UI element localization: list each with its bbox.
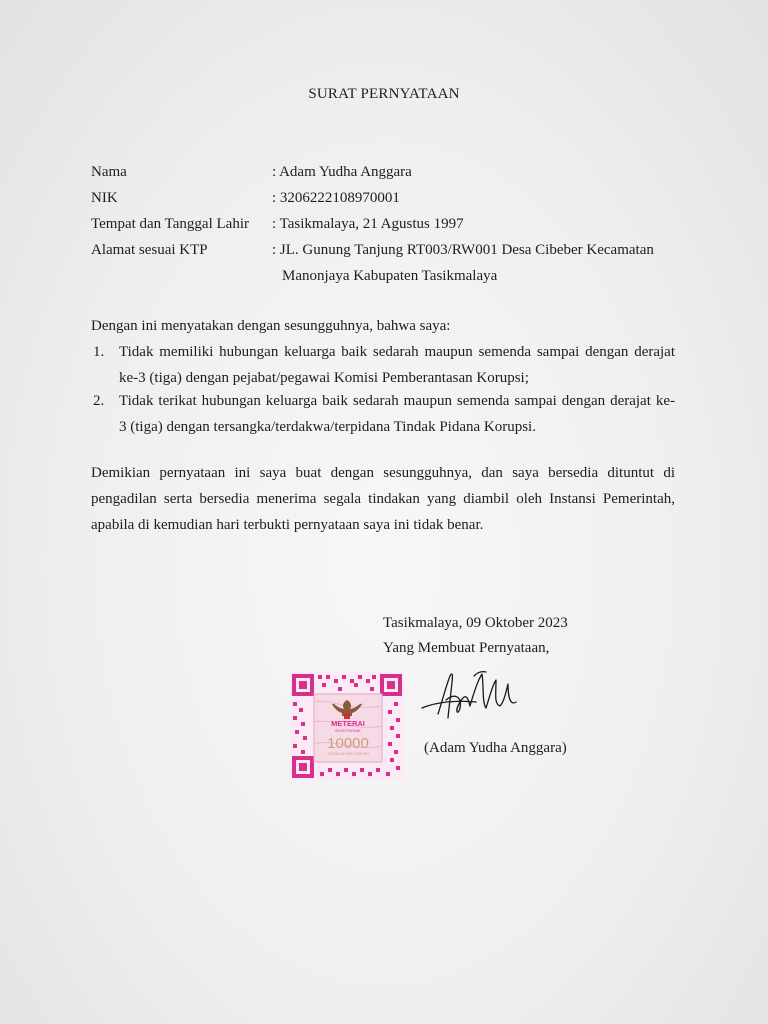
field-value-alamat: : JL. Gunung Tanjung RT003/RW001 Desa Cibeber Kecamatan [272,242,654,258]
field-label-nama: Nama [91,164,127,180]
item-text-line: 3 (tiga) dengan tersangka/terdakwa/terpidana Tindak Pidana Korupsi. [119,419,536,435]
stamp-sublabel: ELEKTRONIK [335,728,361,733]
stamp-label: METERAI [331,719,365,728]
field-label-nik: NIK [91,190,118,206]
stamp-footer: SEPULUH RIBU RUPIAH [327,752,369,756]
field-value-nik: : 3206222108970001 [272,190,400,206]
item-text-line: Tidak memiliki hubungan keluarga baik sedarah maupun semenda sampai dengan derajat [119,344,675,360]
closing-line: apabila di kemudian hari terbukti pernyataan saya ini tidak benar. [91,517,484,533]
closing-line: pengadilan serta bersedia menerima segala tindakan yang diambil oleh Instansi Pemerintah, [91,491,675,507]
statement-intro: Dengan ini menyatakan dengan sesungguhnya, bahwa saya: [91,318,451,334]
item-number: 1. [93,344,105,360]
e-meterai-stamp [290,672,404,780]
signatory-name: (Adam Yudha Anggara) [424,740,567,756]
field-value-nama: : Adam Yudha Anggara [272,164,412,180]
item-text-line: ke-3 (tiga) dengan pejabat/pegawai Komisi Pemberantasan Korupsi; [119,370,529,386]
document-title: SURAT PERNYATAAN [308,86,460,102]
closing-line: Demikian pernyataan ini saya buat dengan sesungguhnya, dan saya bersedia dituntut di [91,465,675,481]
signature-role: Yang Membuat Pernyataan, [383,640,550,656]
item-number: 2. [93,393,105,409]
item-text-line: Tidak terikat hubungan keluarga baik sedarah maupun semenda sampai dengan derajat ke- [119,393,675,409]
field-value-alamat-continuation: Manonjaya Kabupaten Tasikmalaya [282,268,498,284]
field-label-ttl: Tempat dan Tanggal Lahir [91,216,249,232]
handwritten-signature [416,662,528,732]
field-label-alamat: Alamat sesuai KTP [91,242,208,258]
field-value-ttl: : Tasikmalaya, 21 Agustus 1997 [272,216,464,232]
signature-place-date: Tasikmalaya, 09 Oktober 2023 [383,615,568,631]
stamp-value: 10000 [327,735,369,752]
